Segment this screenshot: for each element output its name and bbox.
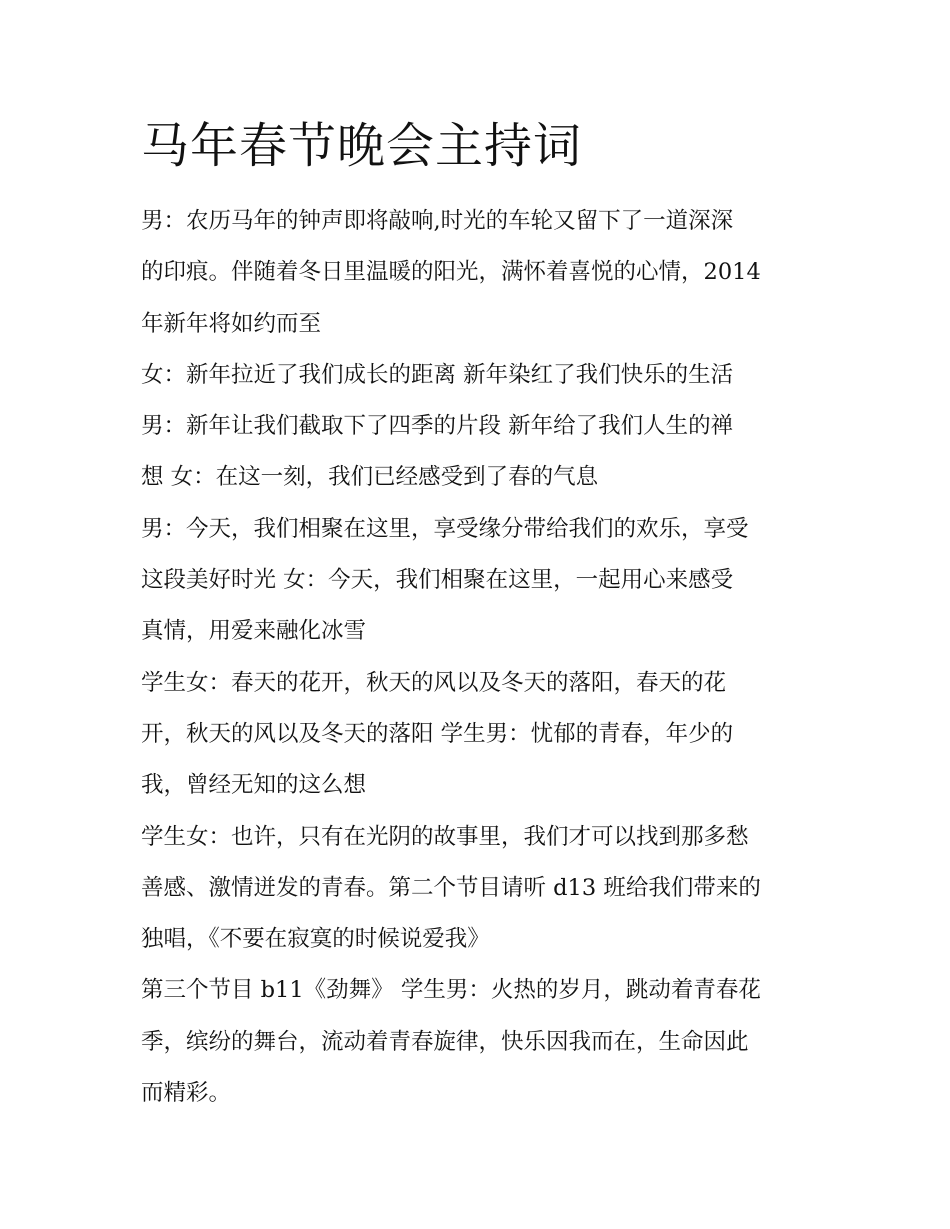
text-line: 而精彩。	[141, 1080, 232, 1107]
text-line: 独唱，《不要在寂寞的时候说爱我》	[141, 926, 490, 953]
text-line: 学生女：也许，只有在光阴的故事里，我们才可以找到那多愁	[141, 823, 749, 850]
document-body	[141, 196, 821, 1119]
text-line: 想 女：在这一刻，我们已经感受到了春的气息	[141, 464, 599, 491]
text-line: 男：新年让我们截取下了四季的片段 新年给了我们人生的禅	[141, 413, 734, 440]
text-line: 真情，用爱来融化冰雪	[141, 618, 367, 645]
text-line: 第三个节目 b11《劲舞》 学生男：火热的岁月，跳动着青春花	[141, 977, 761, 1004]
document-title: 马年春节晚会主持词	[141, 118, 583, 174]
text-line: 开，秋天的风以及冬天的落阳 学生男：忧郁的青春，年少的	[141, 720, 734, 747]
text-line: 女：新年拉近了我们成长的距离 新年染红了我们快乐的生活	[141, 361, 734, 388]
text-line: 学生女：春天的花开，秋天的风以及冬天的落阳，春天的花	[141, 669, 727, 696]
text-line: 季，缤纷的舞台，流动着青春旋律，快乐因我而在，生命因此	[141, 1028, 749, 1055]
text-line: 我，曾经无知的这么想	[141, 772, 367, 799]
text-line: 男：今天，我们相聚在这里，享受缘分带给我们的欢乐，享受	[141, 515, 749, 542]
text-line: 年新年将如约而至	[141, 310, 322, 337]
text-line: 男：农历马年的钟声即将敲响,时光的车轮又留下了一道深深	[141, 208, 734, 234]
text-line: 这段美好时光 女：今天，我们相聚在这里，一起用心来感受	[141, 567, 734, 594]
document-page	[141, 110, 821, 1119]
text-line: 的印痕。伴随着冬日里温暖的阳光，满怀着喜悦的心情，2014	[141, 259, 761, 286]
text-line: 善感、激情迸发的青春。第二个节目请听 d13 班给我们带来的	[141, 874, 761, 901]
